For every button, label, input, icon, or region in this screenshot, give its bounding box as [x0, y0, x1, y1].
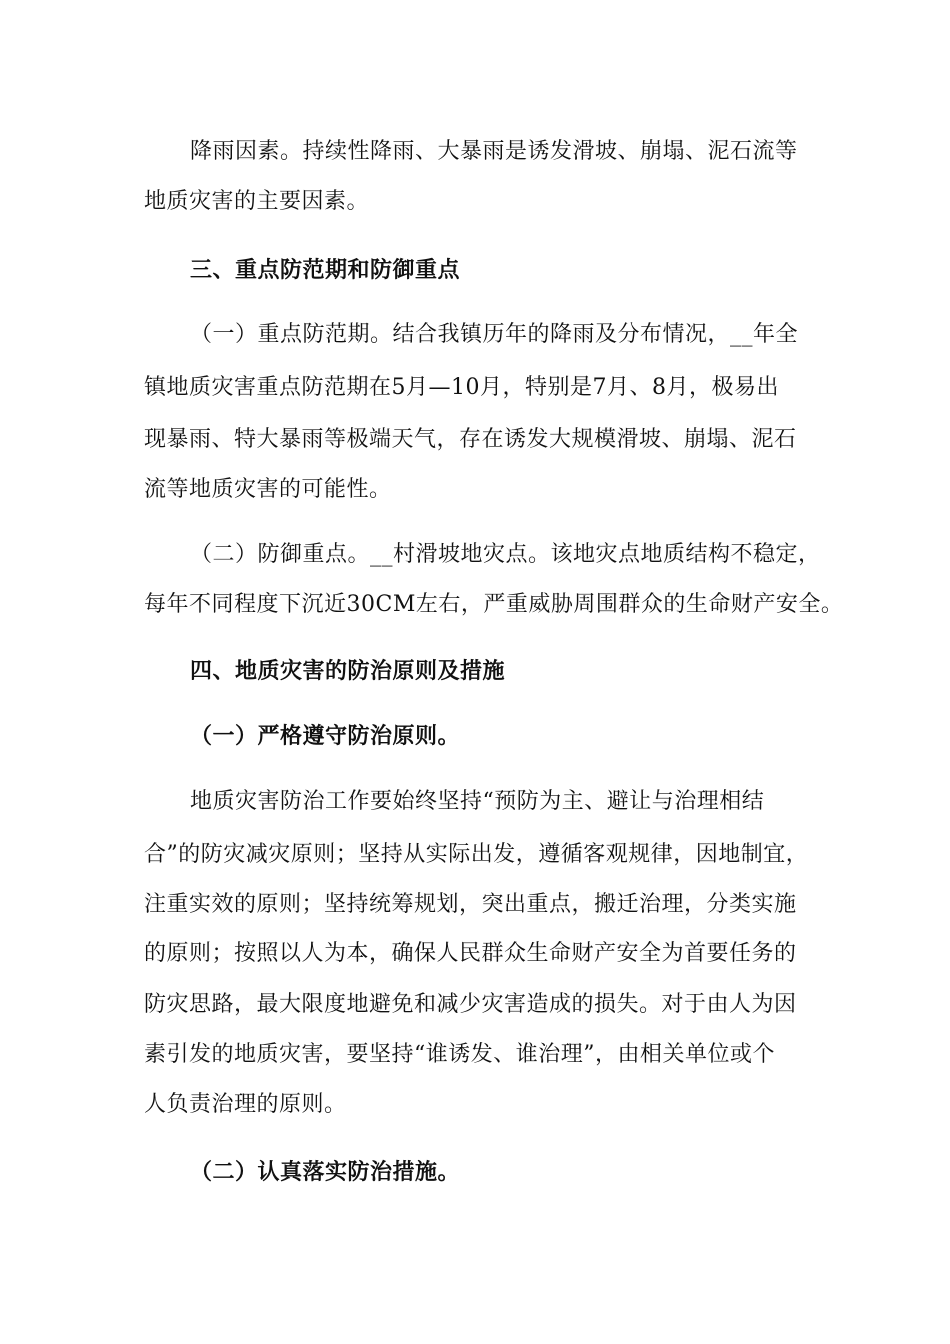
paragraph-line: （一）重点防范期。结合我镇历年的降雨及分布情况，__年全: [190, 322, 799, 347]
subsection-heading-2: （二）认真落实防治措施。: [190, 1159, 461, 1185]
paragraph-line: 的原则；按照以人为本，确保人民群众生命财产安全为首要任务的: [144, 941, 797, 966]
paragraph-line: 镇地质灾害重点防范期在5月—10月，特别是7月、8月，极易出: [144, 375, 779, 400]
section-heading-3: 三、重点防范期和防御重点: [190, 257, 461, 283]
section-heading-4: 四、地质灾害的防治原则及措施: [190, 658, 506, 684]
paragraph-line: 地质灾害的主要因素。: [144, 189, 370, 214]
paragraph-line: 素引发的地质灾害，要坚持“谁诱发、谁治理”，由相关单位或个: [144, 1042, 775, 1067]
paragraph-line: 人负责治理的原则。: [144, 1092, 347, 1117]
paragraph-line: 降雨因素。持续性降雨、大暴雨是诱发滑坡、崩塌、泥石流等: [190, 139, 798, 164]
paragraph-line: 地质灾害防治工作要始终坚持“预防为主、避让与治理相结: [190, 789, 765, 814]
paragraph-line: 防灾思路，最大限度地避免和减少灾害造成的损失。对于由人为因: [144, 992, 797, 1017]
paragraph-line: 现暴雨、特大暴雨等极端天气，存在诱发大规模滑坡、崩塌、泥石: [144, 427, 797, 452]
paragraph-line: 每年不同程度下沉近30CM左右，严重威胁周围群众的生命财产安全。: [144, 592, 844, 617]
paragraph-line: 注重实效的原则；坚持统筹规划，突出重点，搬迁治理，分类实施: [144, 892, 797, 917]
paragraph-line: （二）防御重点。__村滑坡地灾点。该地灾点地质结构不稳定，: [190, 542, 821, 567]
subsection-heading-1: （一）严格遵守防治原则。: [190, 723, 461, 749]
paragraph-line: 流等地质灾害的可能性。: [144, 477, 392, 502]
paragraph-line: 合”的防灾减灾原则；坚持从实际出发，遵循客观规律，因地制宜，: [144, 842, 809, 867]
